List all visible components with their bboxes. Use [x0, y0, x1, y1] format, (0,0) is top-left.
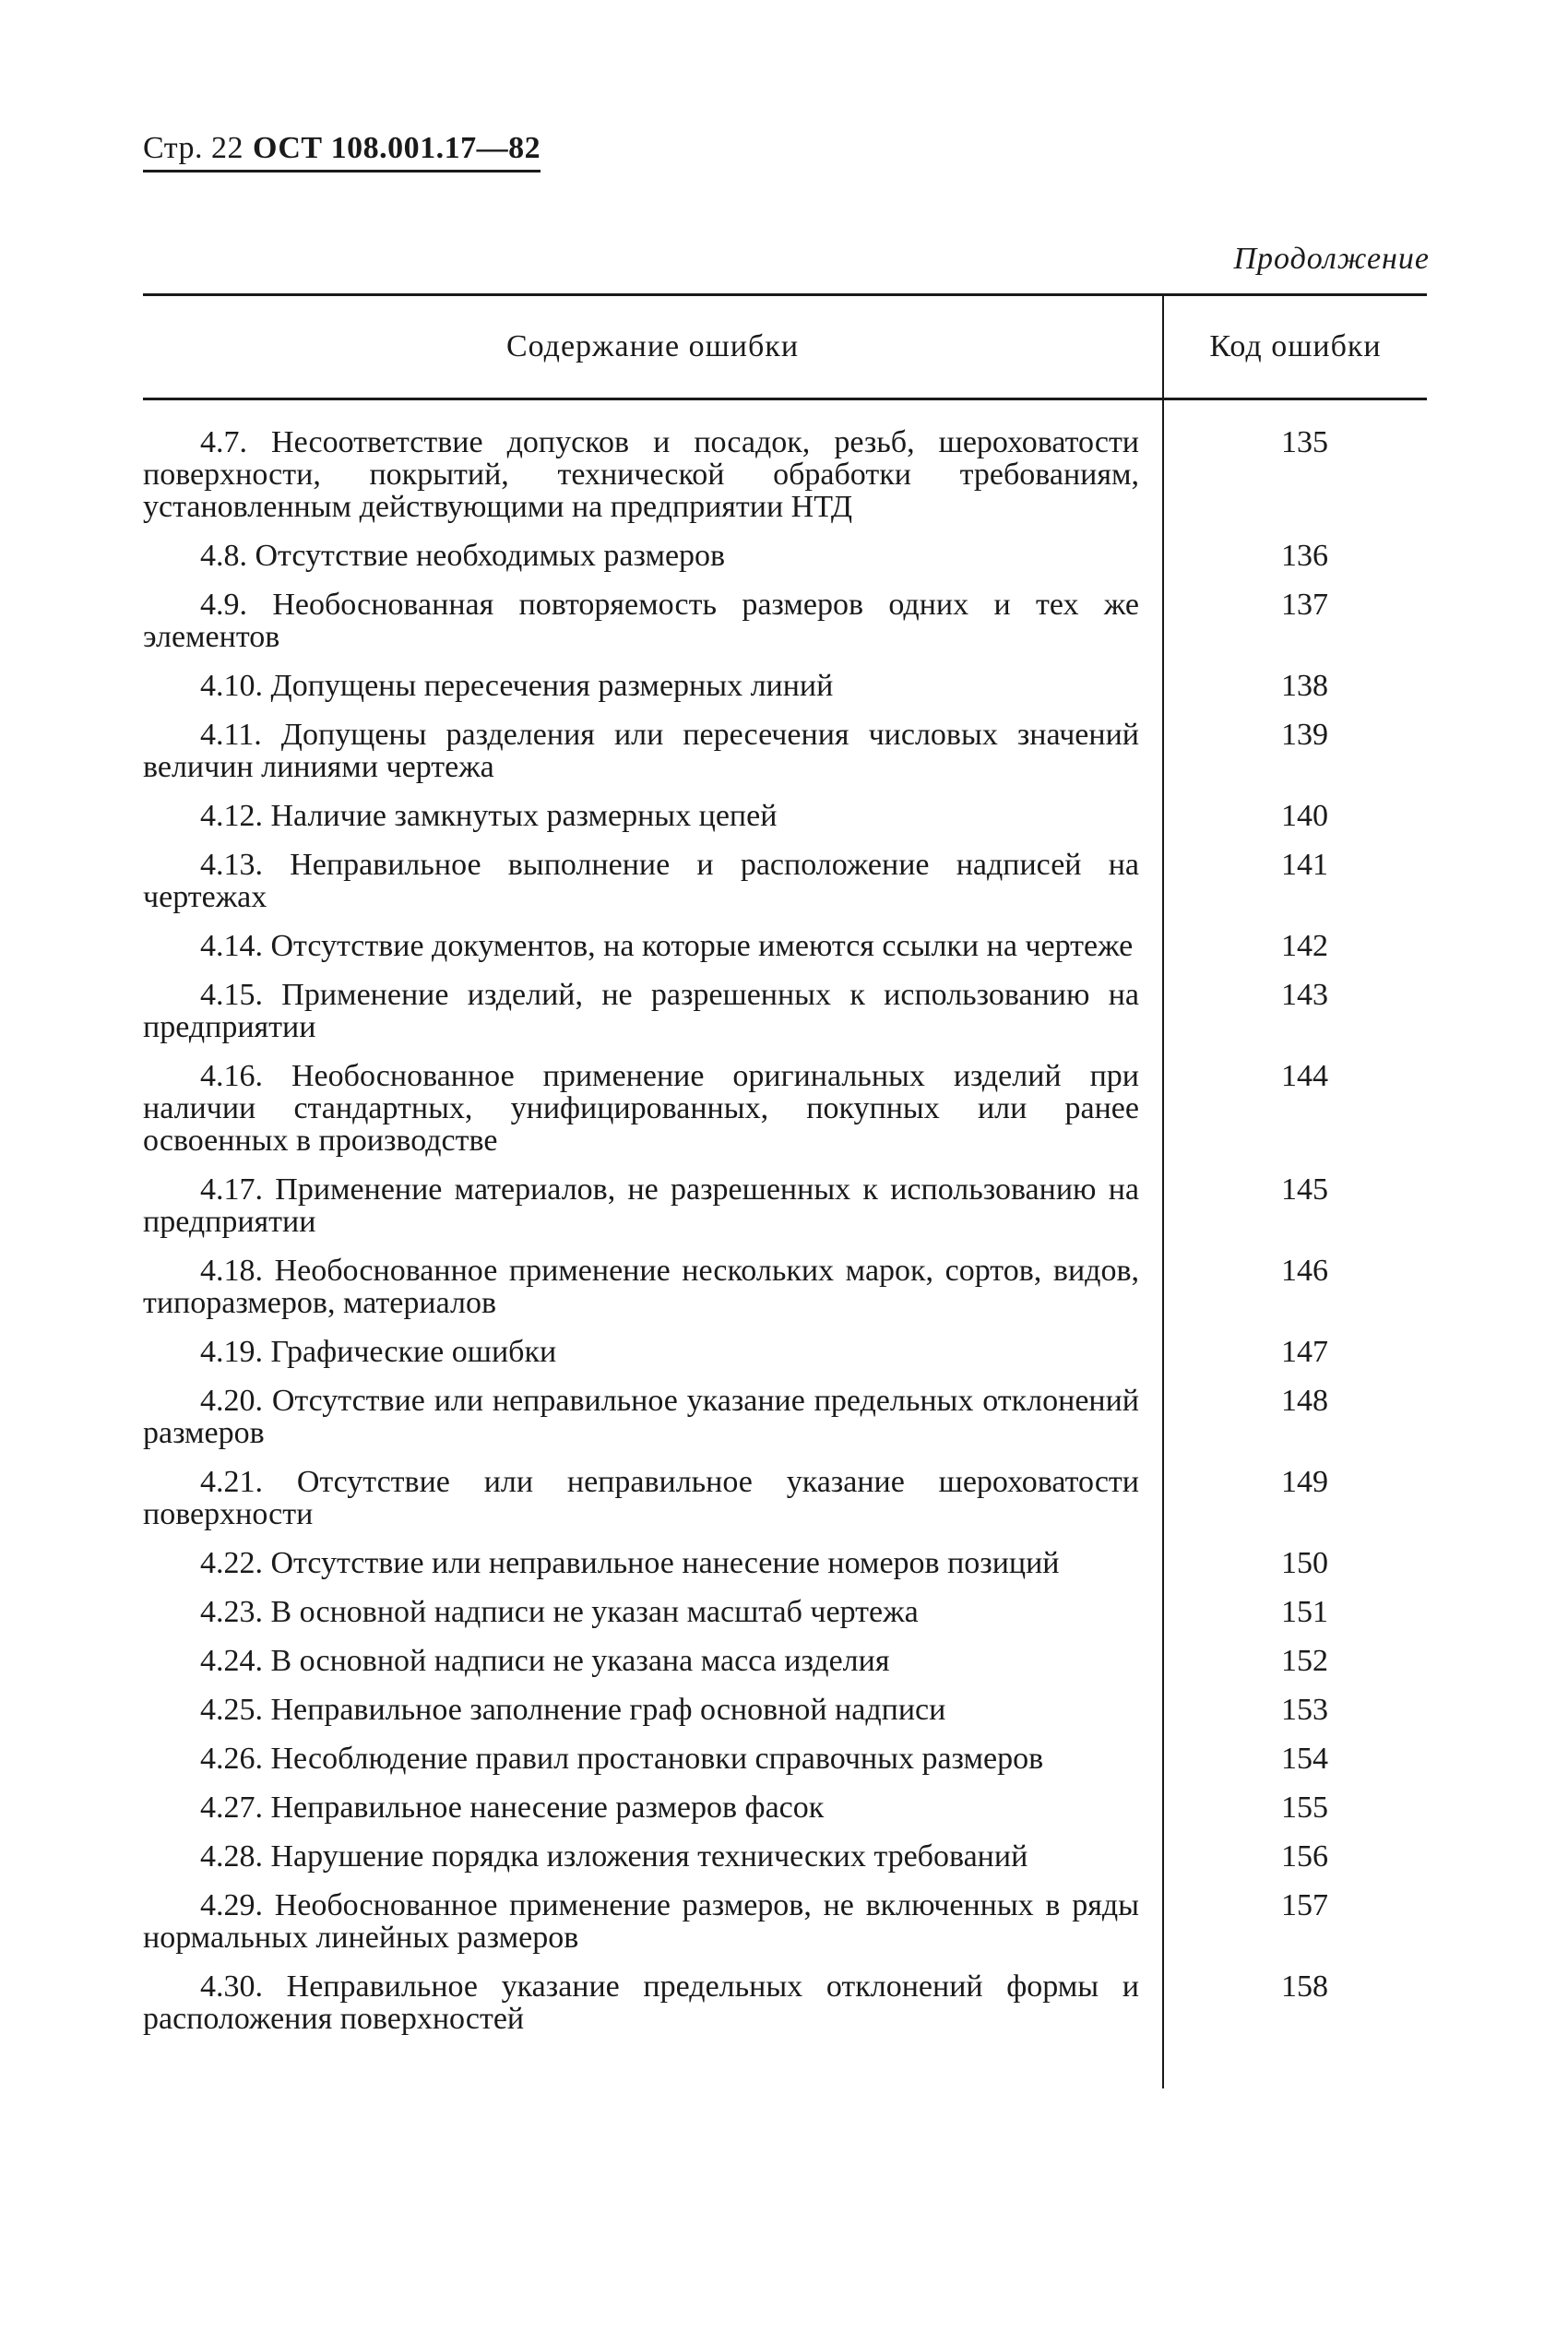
- error-description: 4.13. Неправильное выполнение и расположение надписей на чертежах: [143, 848, 1139, 914]
- table-header: [143, 296, 1427, 398]
- error-description: 4.20. Отсутствие или неправильное указание предельных отклонений размеров: [143, 1384, 1139, 1450]
- error-code: 146: [1162, 1255, 1427, 1336]
- continuation-label: Продолжение: [1233, 242, 1430, 276]
- error-description: 4.26. Несоблюдение правил простановки справочных размеров: [200, 1742, 1044, 1776]
- table-row: [143, 1791, 1427, 1840]
- error-code: 156: [1162, 1840, 1427, 1889]
- table-row: [143, 1336, 1427, 1385]
- page-header: [143, 131, 540, 173]
- error-code: 158: [1162, 1970, 1427, 2052]
- error-code: 137: [1162, 589, 1427, 670]
- table-row: [143, 1743, 1427, 1791]
- table-row: [143, 1694, 1427, 1743]
- error-description: 4.14. Отсутствие документов, на которые имеются ссылки на чертеже: [200, 929, 1134, 963]
- error-code: 140: [1162, 800, 1427, 849]
- error-description: 4.9. Необоснованная повторяемость размеров одних и тех же элементов: [143, 588, 1139, 654]
- error-code: 150: [1162, 1547, 1427, 1596]
- error-description: 4.7. Несоответствие допусков и посадок, резьб, шероховатости поверхности, покрытий, технической обработки требованиям, установленным действующими на предприятии НТД: [143, 425, 1139, 524]
- table-row: [143, 1547, 1427, 1596]
- error-codes-table: [143, 293, 1427, 2088]
- table-row: [143, 1466, 1427, 1547]
- error-description: 4.19. Графические ошибки: [200, 1335, 557, 1369]
- table-row: [143, 800, 1427, 849]
- table-row: [143, 426, 1427, 540]
- error-description: 4.15. Применение изделий, не разрешенных к использованию на предприятии: [143, 978, 1139, 1044]
- table-row: [143, 930, 1427, 979]
- error-description: 4.29. Необоснованное применение размеров, не включенных в ряды нормальных линейных размеров: [143, 1888, 1139, 1955]
- error-description: 4.28. Нарушение порядка изложения технических требований: [200, 1839, 1028, 1874]
- error-description: 4.23. В основной надписи не указан масштаб чертежа: [200, 1595, 919, 1629]
- table-row: [143, 1385, 1427, 1466]
- table-row: [143, 719, 1427, 800]
- error-description: 4.24. В основной надписи не указана масса изделия: [200, 1644, 890, 1678]
- table-row: [143, 849, 1427, 930]
- table-row: [143, 1596, 1427, 1645]
- table-row: [143, 1840, 1427, 1889]
- error-code: 139: [1162, 719, 1427, 800]
- error-code: 141: [1162, 849, 1427, 930]
- error-description: 4.16. Необоснованное применение оригинальных изделий при наличии стандартных, унифицированных, покупных или ранее освоенных в производстве: [143, 1059, 1139, 1158]
- table-body: [143, 426, 1427, 2052]
- table-row: [143, 540, 1427, 589]
- error-description: 4.11. Допущены разделения или пересечения числовых значений величин линиями чертежа: [143, 718, 1139, 784]
- table-row: [143, 1255, 1427, 1336]
- error-code: 138: [1162, 670, 1427, 719]
- error-code: 144: [1162, 1060, 1427, 1173]
- error-code: 148: [1162, 1385, 1427, 1466]
- error-code: 135: [1162, 426, 1427, 540]
- table-row: [143, 589, 1427, 670]
- error-description: 4.21. Отсутствие или неправильное указание шероховатости поверхности: [143, 1465, 1139, 1531]
- column-header-description: Содержание ошибки: [505, 329, 800, 363]
- table-row: [143, 1173, 1427, 1255]
- table-row: [143, 1645, 1427, 1694]
- error-code: 152: [1162, 1645, 1427, 1694]
- error-description: 4.30. Неправильное указание предельных отклонений формы и расположения поверхностей: [143, 1969, 1139, 2036]
- column-header-code: Код ошибки: [1162, 296, 1427, 398]
- table-row: [143, 1060, 1427, 1173]
- error-description: 4.18. Необоснованное применение нескольких марок, сортов, видов, типоразмеров, материалов: [143, 1254, 1139, 1320]
- error-code: 136: [1162, 540, 1427, 589]
- error-code: 155: [1162, 1791, 1427, 1840]
- table-row: [143, 1889, 1427, 1970]
- error-code: 153: [1162, 1694, 1427, 1743]
- error-description: 4.12. Наличие замкнутых размерных цепей: [200, 799, 778, 833]
- error-code: 142: [1162, 930, 1427, 979]
- error-description: 4.8. Отсутствие необходимых размеров: [200, 539, 726, 573]
- table-row: [143, 670, 1427, 719]
- error-code: 149: [1162, 1466, 1427, 1547]
- error-description: 4.10. Допущены пересечения размерных линий: [200, 669, 834, 703]
- error-description: 4.25. Неправильное заполнение граф основной надписи: [200, 1693, 946, 1727]
- error-code: 147: [1162, 1336, 1427, 1385]
- error-description: 4.17. Применение материалов, не разрешенных к использованию на предприятии: [143, 1172, 1139, 1239]
- page-number: Стр. 22: [143, 131, 244, 165]
- error-description: 4.27. Неправильное нанесение размеров фасок: [200, 1791, 825, 1825]
- error-code: 154: [1162, 1743, 1427, 1791]
- error-code: 145: [1162, 1173, 1427, 1255]
- error-code: 157: [1162, 1889, 1427, 1970]
- error-code: 151: [1162, 1596, 1427, 1645]
- table-row: [143, 979, 1427, 1060]
- error-description: 4.22. Отсутствие или неправильное нанесение номеров позиций: [200, 1546, 1060, 1580]
- standard-number: ОСТ 108.001.17—82: [253, 131, 541, 165]
- table-row: [143, 1970, 1427, 2052]
- error-code: 143: [1162, 979, 1427, 1060]
